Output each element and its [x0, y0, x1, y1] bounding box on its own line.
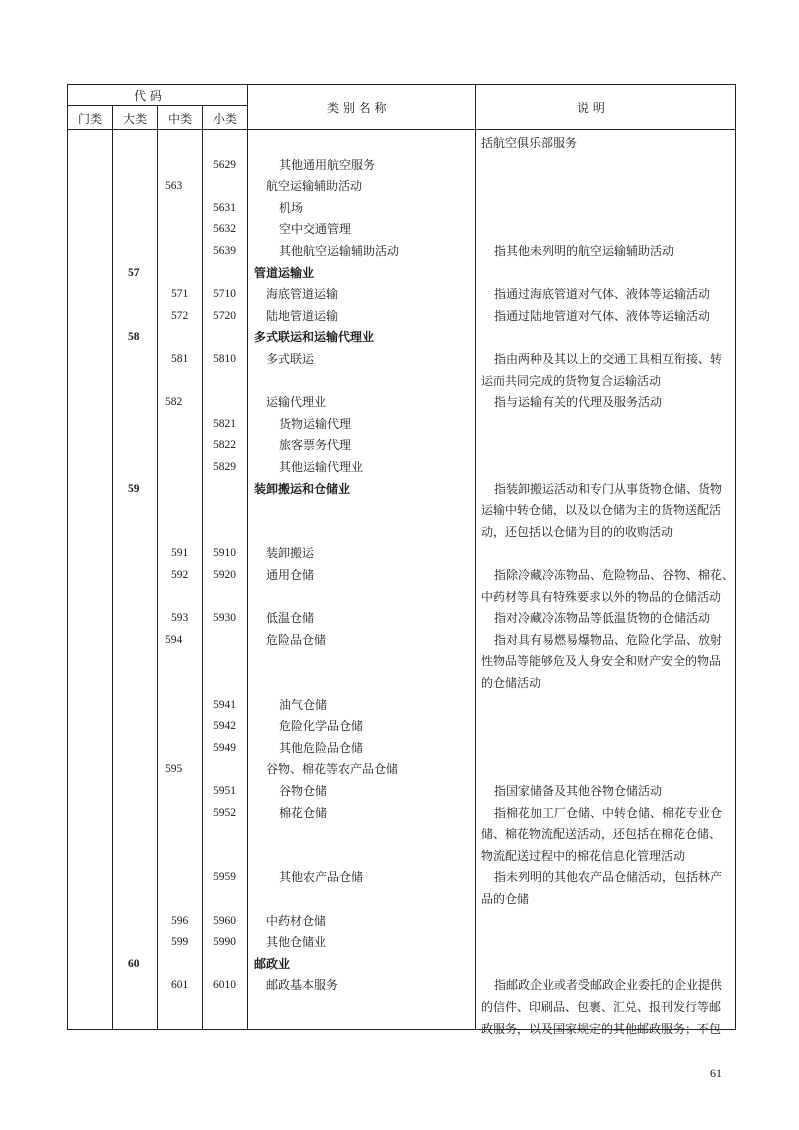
category-name: 多式联运和运输代理业: [254, 330, 375, 345]
description-line: 物流配送过程中的棉花信息化管理活动: [481, 848, 686, 863]
description-line: 储、棉花物流配送活动，还包括在棉花仓储、: [481, 827, 722, 842]
xiaolei-code: 6010: [213, 979, 236, 992]
category-name: 其他危险品仓储: [279, 740, 364, 755]
zhonglei-code: 593: [171, 612, 189, 625]
description-line: 性物品等能够危及人身安全和财产安全的物品: [481, 654, 722, 669]
category-name: 多式联运: [266, 352, 315, 366]
zhonglei-code: 571: [171, 288, 189, 301]
category-name: 运输代理业: [266, 395, 327, 410]
category-name: 其他运输代理业: [279, 460, 364, 474]
category-name: 装卸搬运: [266, 546, 315, 561]
xiaolei-code: 5829: [213, 461, 236, 473]
zhonglei-code: 599: [171, 936, 189, 949]
zhonglei-code: 591: [171, 547, 189, 560]
zhonglei-code: 594: [165, 633, 183, 646]
category-name: 邮政业: [254, 956, 291, 971]
xiaolei-code: 5920: [213, 569, 236, 581]
description-line: 指通过陆地管道对气体、液体等运输活动: [494, 308, 711, 323]
xiaolei-code: 5952: [213, 806, 236, 819]
description-line: 指其他未列明的航空运输辅助活动: [494, 244, 675, 258]
description-line: 指未列明的其他农产品仓储活动，包括林产: [494, 870, 723, 885]
header-description: 说 明: [577, 101, 605, 115]
category-name: 谷物仓储: [279, 784, 328, 798]
xiaolei-code: 5710: [213, 288, 236, 301]
category-name: 空中交通管理: [279, 222, 352, 237]
description-line: 指对具有易燃易爆物品、危险化学品、放射: [494, 632, 723, 647]
header-dalei: 大类: [123, 112, 148, 126]
category-name: 装卸搬运和仓储业: [254, 481, 351, 496]
header-code: 代 码: [134, 89, 162, 103]
description-line: 的仓储活动: [481, 676, 542, 690]
category-name: 油气仓储: [279, 697, 328, 712]
xiaolei-code: 5810: [213, 353, 236, 365]
category-name: 通用仓储: [266, 568, 315, 582]
category-name: 谷物、棉花等农产品仓储: [266, 762, 399, 777]
category-name: 棉花仓储: [279, 805, 328, 820]
description-line: 指通过海底管道对气体、液体等运输活动: [494, 287, 711, 302]
xiaolei-code: 5949: [213, 741, 236, 754]
xiaolei-code: 5990: [213, 936, 236, 949]
description-line: 中药材等具有特殊要求以外的物品的仓储活动: [481, 589, 722, 604]
xiaolei-code: 5822: [213, 439, 236, 452]
category-name: 其他农产品仓储: [279, 870, 364, 885]
description-line: 指对冷藏冷冻物品等低温货物的仓储活动: [494, 611, 711, 626]
description-line: 政服务，以及国家规定的其他邮政服务；不包: [481, 1021, 722, 1036]
xiaolei-code: 5959: [213, 871, 236, 884]
xiaolei-code: 5930: [213, 612, 236, 625]
xiaolei-code: 5639: [213, 245, 236, 257]
category-name: 低温仓储: [266, 611, 315, 626]
header-xiaolei: 小类: [213, 112, 238, 126]
description-line: 指国家储备及其他谷物仓储活动: [494, 784, 663, 798]
zhonglei-code: 601: [171, 979, 189, 992]
description-line: 指除冷藏冷冻物品、危险物品、谷物、棉花、: [494, 568, 735, 582]
zhonglei-code: 595: [165, 763, 183, 776]
xiaolei-code: 5910: [213, 547, 236, 560]
header-category-name: 类 别 名 称: [327, 101, 387, 115]
category-name: 邮政基本服务: [266, 978, 339, 993]
dalei-code: 58: [128, 331, 140, 344]
xiaolei-code: 5941: [213, 698, 236, 711]
zhonglei-code: 582: [165, 396, 183, 409]
col-divider: [475, 84, 476, 1030]
col-divider: [157, 105, 158, 1030]
category-name: 机场: [279, 200, 304, 215]
description-line: 指由两种及其以上的交通工具相互衔接、转: [494, 352, 723, 366]
header-bottom-rule: [67, 129, 736, 130]
description-line: 品的仓储: [481, 892, 530, 906]
category-name: 危险品仓储: [266, 632, 327, 647]
description-line: 的信件、印刷品、包裹、汇兑、报刊发行等邮: [481, 1000, 722, 1014]
zhonglei-code: 581: [171, 353, 189, 365]
zhonglei-code: 563: [165, 180, 183, 193]
header-zhonglei: 中类: [168, 112, 193, 126]
category-name: 旅客票务代理: [279, 438, 352, 453]
header-subdivider: [67, 105, 247, 106]
page-number: 61: [710, 1066, 722, 1080]
zhonglei-code: 572: [171, 309, 189, 322]
xiaolei-code: 5629: [213, 158, 236, 171]
dalei-code: 60: [128, 957, 140, 970]
category-name: 其他仓储业: [266, 935, 327, 950]
xiaolei-code: 5821: [213, 417, 236, 430]
description-line: 括航空俱乐部服务: [481, 136, 578, 150]
description-line: 指棉花加工厂仓储、中转仓储、棉花专业仓: [494, 805, 723, 820]
category-name: 危险化学品仓储: [279, 719, 364, 734]
xiaolei-code: 5942: [213, 720, 236, 733]
description-line: 指装卸搬运活动和专门从事货物仓储、货物: [494, 481, 723, 496]
category-name: 其他航空运输辅助活动: [279, 244, 400, 258]
dalei-code: 57: [128, 266, 140, 279]
category-name: 货物运输代理: [279, 416, 352, 431]
header-menlei: 门类: [78, 112, 103, 126]
category-name: 其他通用航空服务: [279, 157, 376, 172]
col-divider: [202, 105, 203, 1030]
category-name: 陆地管道运输: [266, 308, 339, 323]
dalei-code: 59: [128, 482, 140, 495]
zhonglei-code: 596: [171, 914, 189, 927]
xiaolei-code: 5720: [213, 309, 236, 322]
category-name: 管道运输业: [254, 265, 315, 280]
zhonglei-code: 592: [171, 569, 189, 581]
table-frame: [67, 84, 736, 1030]
xiaolei-code: 5960: [213, 914, 236, 927]
xiaolei-code: 5951: [213, 785, 236, 797]
col-divider: [247, 84, 248, 1030]
description-line: 运而共同完成的货物复合运输活动: [481, 373, 662, 388]
description-line: 运输中转仓储，以及以仓储为主的货物送配活: [481, 503, 722, 518]
col-divider: [112, 105, 113, 1030]
category-name: 中药材仓储: [266, 913, 327, 928]
description-line: 指与运输有关的代理及服务活动: [494, 395, 663, 410]
xiaolei-code: 5632: [213, 223, 236, 236]
description-line: 指邮政企业或者受邮政企业委托的企业提供: [494, 978, 723, 993]
category-name: 航空运输辅助活动: [266, 179, 363, 194]
xiaolei-code: 5631: [213, 201, 236, 214]
description-line: 动，还包括以仓储为目的的收购活动: [481, 524, 674, 539]
category-name: 海底管道运输: [266, 287, 339, 302]
